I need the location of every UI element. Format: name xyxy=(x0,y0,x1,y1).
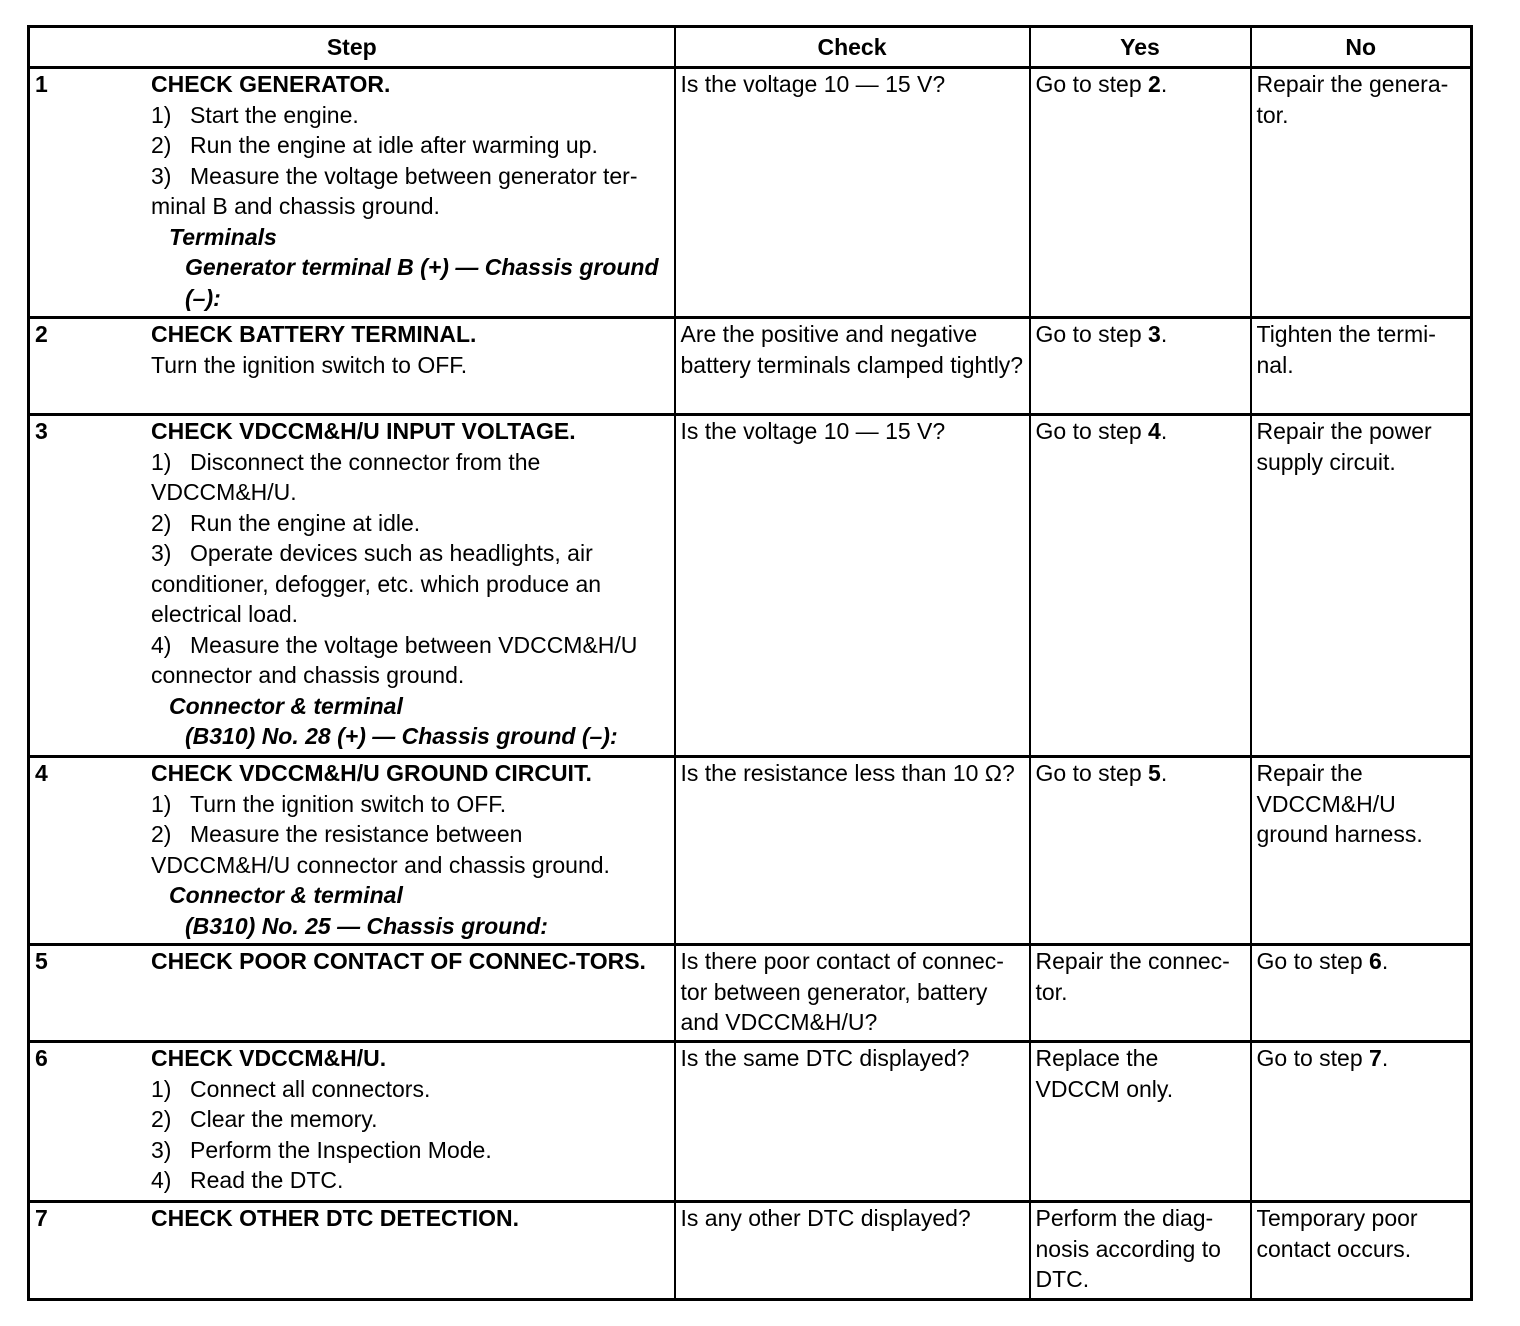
no-cell: Repair the genera-tor. xyxy=(1251,68,1472,318)
terminal-value: Generator terminal B (+) — Chassis ground (–): xyxy=(185,254,659,311)
step-cell xyxy=(29,945,675,1042)
table-row-1 xyxy=(29,68,1472,318)
yes-cell: Perform the diag-nosis according to DTC. xyxy=(1030,1202,1251,1300)
yes-cell: Go to step 3. xyxy=(1030,318,1251,415)
header-row xyxy=(29,27,1472,68)
table-row-4 xyxy=(29,757,1472,945)
step-number: 6 xyxy=(35,1045,48,1071)
terminal-value: (B310) No. 28 (+) — Chassis ground (–): xyxy=(185,723,618,749)
step-title: CHECK POOR CONTACT OF CONNEC-TORS. xyxy=(151,948,646,974)
no-cell: Go to step 7. xyxy=(1251,1042,1472,1202)
header-check: Check xyxy=(675,27,1030,68)
step-number: 4 xyxy=(35,760,48,786)
no-cell: Repair the power supply circuit. xyxy=(1251,415,1472,757)
yes-cell: Replace the VDCCM only. xyxy=(1030,1042,1251,1202)
step-title: CHECK OTHER DTC DETECTION. xyxy=(151,1205,519,1231)
substep: 1) Disconnect the connector from the VDCCM&H/U. xyxy=(151,448,541,505)
step-cell xyxy=(29,757,675,945)
no-cell: Repair the VDCCM&H/U ground harness. xyxy=(1251,757,1472,945)
check-cell: Is any other DTC displayed? xyxy=(675,1202,1030,1300)
step-number: 1 xyxy=(35,71,48,97)
yes-cell: Go to step 2. xyxy=(1030,68,1251,318)
step-title: CHECK GENERATOR. xyxy=(151,71,391,97)
step-cell xyxy=(29,1042,675,1202)
step-number: 5 xyxy=(35,948,48,974)
check-cell: Is the resistance less than 10 Ω? xyxy=(675,757,1030,945)
header-yes: Yes xyxy=(1030,27,1251,68)
step-cell xyxy=(29,318,675,415)
terminal-heading: Terminals xyxy=(169,223,277,250)
substep: 1) Start the engine. xyxy=(151,101,359,128)
yes-cell: Go to step 5. xyxy=(1030,757,1251,945)
diagnostic-table xyxy=(27,25,1473,1301)
table-row-7 xyxy=(29,1202,1472,1300)
yes-cell: Repair the connec-tor. xyxy=(1030,945,1251,1042)
check-cell: Are the positive and negative battery terminals clamped tightly? xyxy=(675,318,1030,415)
step-title: CHECK VDCCM&H/U GROUND CIRCUIT. xyxy=(151,760,592,786)
substep: 2) Clear the memory. xyxy=(151,1106,378,1132)
table-row-2 xyxy=(29,318,1472,415)
substep: 3) Perform the Inspection Mode. xyxy=(151,1136,492,1163)
step-title: CHECK VDCCM&H/U INPUT VOLTAGE. xyxy=(151,418,576,444)
step-number: 2 xyxy=(35,321,48,347)
yes-cell: Go to step 4. xyxy=(1030,415,1251,757)
table-row-5 xyxy=(29,945,1472,1042)
no-cell: Temporary poor contact occurs. xyxy=(1251,1202,1472,1300)
substep: 2) Run the engine at idle. xyxy=(151,509,421,536)
check-cell: Is there poor contact of connec-tor between generator, battery and VDCCM&H/U? xyxy=(675,945,1030,1042)
table-row-6 xyxy=(29,1042,1472,1202)
substep: 3) Operate devices such as headlights, air conditioner, defogger, etc. which produce an electrical load. xyxy=(151,540,602,627)
substep: 2) Measure the resistance between VDCCM&H/U connector and chassis ground. xyxy=(151,821,610,878)
no-cell: Go to step 6. xyxy=(1251,945,1472,1042)
step-cell xyxy=(29,1202,675,1300)
substep: 2) Run the engine at idle after warming up. xyxy=(151,132,598,158)
terminal-heading: Connector & terminal xyxy=(169,692,403,719)
substep: 1) Turn the ignition switch to OFF. xyxy=(151,790,507,817)
step-text: Turn the ignition switch to OFF. xyxy=(151,351,468,378)
substep: 4) Read the DTC. xyxy=(151,1167,344,1193)
step-number: 3 xyxy=(35,418,48,444)
substep: 4) Measure the voltage between VDCCM&H/U connector and chassis ground. xyxy=(151,631,638,688)
header-step: Step xyxy=(29,27,675,68)
step-number: 7 xyxy=(35,1205,48,1231)
substep: 3) Measure the voltage between generator ter-minal B and chassis ground. xyxy=(151,162,638,219)
check-cell: Is the voltage 10 — 15 V? xyxy=(675,415,1030,757)
check-cell: Is the same DTC displayed? xyxy=(675,1042,1030,1202)
no-cell: Tighten the termi-nal. xyxy=(1251,318,1472,415)
step-cell xyxy=(29,415,675,757)
check-cell: Is the voltage 10 — 15 V? xyxy=(675,68,1030,318)
table-row-3 xyxy=(29,415,1472,757)
step-cell xyxy=(29,68,675,318)
substep: 1) Connect all connectors. xyxy=(151,1075,431,1102)
terminal-heading: Connector & terminal xyxy=(169,882,403,908)
header-no: No xyxy=(1251,27,1472,68)
terminal-value: (B310) No. 25 — Chassis ground: xyxy=(185,912,548,939)
step-title: CHECK BATTERY TERMINAL. xyxy=(151,321,477,347)
step-title: CHECK VDCCM&H/U. xyxy=(151,1045,387,1071)
